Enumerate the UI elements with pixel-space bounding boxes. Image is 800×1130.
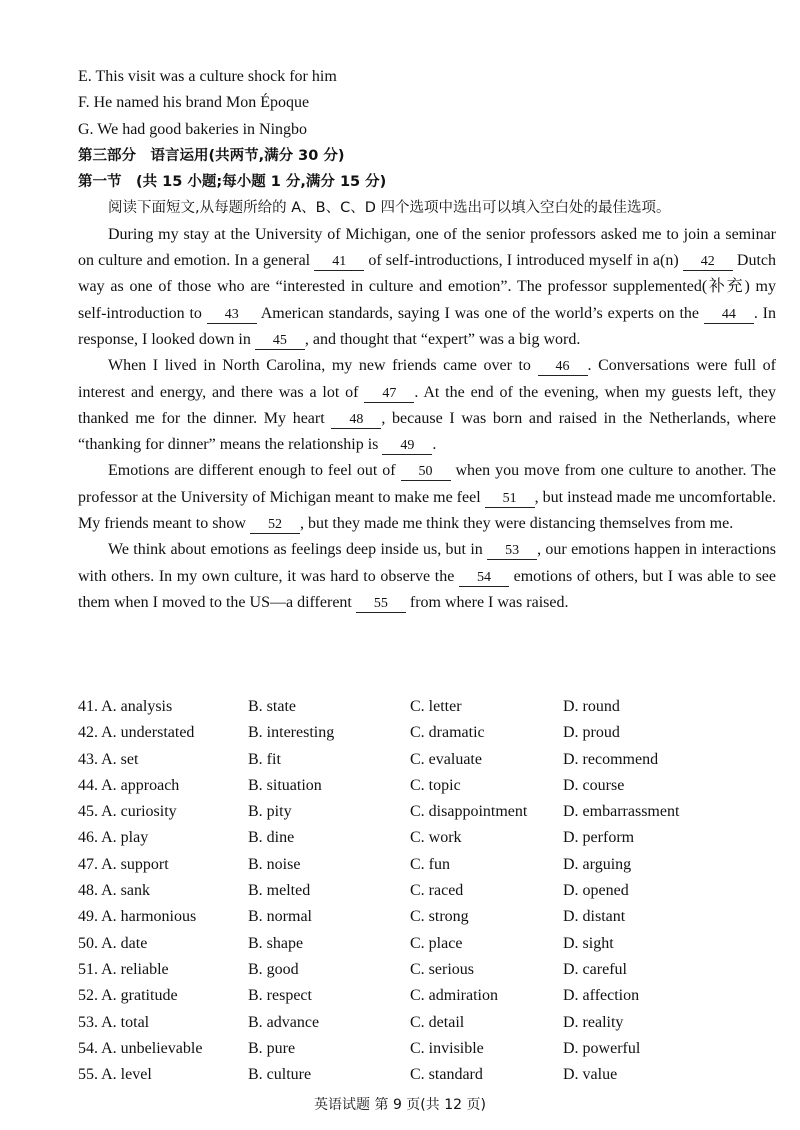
choice-a: 49. A. harmonious — [78, 908, 197, 926]
choice-a: 54. A. unbelievable — [78, 1039, 203, 1057]
choice-c: C. admiration — [410, 987, 498, 1005]
answer-blank: 48 — [331, 412, 381, 429]
choice-c: C. detail — [410, 1013, 465, 1031]
answer-blank: 51 — [485, 491, 535, 508]
answer-blank: 54 — [459, 570, 509, 587]
answer-blank: 55 — [356, 596, 406, 613]
choice-b: B. melted — [248, 882, 311, 900]
choice-a: 41. A. analysis — [78, 698, 173, 715]
choice-b: B. normal — [248, 908, 312, 926]
choice-b: B. advance — [248, 1013, 320, 1031]
passage-text: When I lived in North Carolina, my new friends came over to — [108, 357, 538, 375]
answer-blank: 52 — [250, 517, 300, 534]
passage-text: . — [432, 436, 437, 454]
passage-text: American standards, saying I was one of the world’s experts on the — [256, 304, 704, 322]
choice-d: D. affection — [563, 987, 640, 1005]
answer-blank: 47 — [364, 386, 414, 403]
answer-blank: 53 — [487, 543, 537, 560]
section-heading: 第一节 (共 15 小题;每小题 1 分,满分 15 分) — [78, 174, 387, 191]
passage-text: when you move from one culture to another. The professor at the University of Michigan meant to make me feel — [78, 462, 777, 506]
choice-a: 47. A. support — [78, 855, 169, 873]
choice-c: C. place — [410, 934, 463, 952]
passage-text: , and thought that “expert” was a big word. — [304, 330, 581, 348]
choice-d: D. course — [563, 776, 625, 794]
passage-text: from where I was raised. — [405, 593, 569, 611]
choice-b: B. dine — [248, 829, 295, 847]
passage-text: , our emotions happen in interactions with others. In my own culture, it was hard to observe the — [78, 541, 777, 585]
choice-c: C. disappointment — [410, 803, 528, 821]
choice-a: 43. A. set — [78, 750, 139, 768]
passage-text: Emotions are different enough to feel out of — [108, 462, 401, 480]
answer-blank: 41 — [314, 254, 364, 271]
choice-b: B. situation — [248, 776, 322, 794]
answer-blank: 46 — [538, 359, 588, 376]
choice-d: D. reality — [563, 1013, 624, 1031]
passage-text: , but they made me think they were distancing themselves from me. — [299, 515, 734, 533]
answer-blank: 50 — [401, 464, 451, 481]
answer-blank: 43 — [207, 307, 257, 324]
choice-d: D. recommend — [563, 750, 659, 768]
passage-text: We think about emotions as feelings deep inside us, but in — [108, 541, 488, 559]
choice-c: C. dramatic — [410, 724, 485, 742]
choice-c: C. evaluate — [410, 750, 482, 768]
choice-b: B. interesting — [248, 724, 335, 742]
choice-d: D. arguing — [563, 855, 632, 873]
choice-b: B. pity — [248, 803, 292, 821]
choice-d: D. proud — [563, 724, 620, 742]
part-heading: 第三部分 语言运用(共两节,满分 30 分) — [78, 147, 345, 164]
choice-d: D. round — [563, 698, 620, 715]
choice-c: C. strong — [410, 908, 469, 926]
passage-text: . At the end of the evening, when my guests left, they thanked me for the dinner. My heart — [78, 383, 776, 427]
choice-b: B. state — [248, 698, 296, 715]
choice-b: B. noise — [248, 855, 301, 873]
passage-text: , because I was born and raised in the Netherlands, where “thanking for dinner” means the relationship is — [78, 409, 777, 454]
choice-a: 53. A. total — [78, 1013, 150, 1031]
instructions: 阅读下面短文,从每题所给的 A、B、C、D 四个选项中选出可以填入空白处的最佳选项。 — [108, 200, 671, 217]
choice-b: B. shape — [248, 934, 304, 952]
choice-a: 44. A. approach — [78, 776, 180, 794]
choice-d: D. value — [563, 1066, 618, 1084]
choice-b: B. respect — [248, 987, 312, 1005]
passage-paragraph — [78, 353, 776, 458]
passage-text: . Conversations were full of interest and energy, and there was a lot of — [78, 357, 776, 401]
passage-paragraph — [78, 458, 776, 537]
choice-a: 51. A. reliable — [78, 960, 169, 978]
answer-blank: 42 — [683, 254, 733, 271]
page-footer: 英语试题 第 9 页(共 12 页) — [314, 1097, 486, 1113]
passage-paragraph — [78, 222, 776, 353]
choice-a: 52. A. gratitude — [78, 987, 178, 1005]
option-g: G. We had good bakeries in Ningbo — [78, 120, 308, 138]
passage-text: Dutch way as one of those who are “interested in culture and emotion”. The professor supplemented(补充) my self-introduction to — [78, 252, 777, 322]
choice-c: C. topic — [410, 776, 461, 794]
choice-d: D. careful — [563, 960, 627, 978]
choice-c: C. fun — [410, 855, 450, 873]
choice-c: C. serious — [410, 960, 474, 978]
answer-blank: 49 — [382, 438, 432, 455]
choice-a: 48. A. sank — [78, 882, 150, 900]
choice-d: D. distant — [563, 908, 626, 926]
option-f: F. He named his brand Mon Époque — [78, 94, 310, 112]
choice-a: 42. A. understated — [78, 724, 195, 742]
choice-a: 46. A. play — [78, 829, 149, 847]
choice-a: 45. A. curiosity — [78, 803, 177, 821]
choice-c: C. raced — [410, 882, 464, 900]
answer-blank: 44 — [704, 307, 754, 324]
passage — [78, 222, 776, 616]
choice-d: D. powerful — [563, 1039, 641, 1057]
choice-b: B. pure — [248, 1039, 296, 1057]
passage-text: , but instead made me uncomfortable. My friends meant to show — [78, 488, 776, 533]
choice-b: B. culture — [248, 1066, 312, 1084]
option-e: E. This visit was a culture shock for him — [78, 68, 337, 85]
choice-d: D. sight — [563, 934, 614, 952]
choice-c: C. work — [410, 829, 462, 847]
passage-paragraph — [78, 537, 776, 616]
passage-text: During my stay at the University of Michigan, one of the senior professors asked me to join a seminar on culture and emotion. In a general — [78, 225, 776, 270]
choice-d: D. perform — [563, 829, 635, 847]
choice-c: C. invisible — [410, 1039, 484, 1057]
choice-c: C. letter — [410, 698, 462, 715]
choice-d: D. opened — [563, 882, 629, 900]
answer-blank: 45 — [255, 333, 305, 350]
choice-d: D. embarrassment — [563, 803, 680, 821]
passage-text: . In response, I looked down in — [78, 304, 776, 348]
choice-b: B. fit — [248, 750, 281, 768]
choice-b: B. good — [248, 960, 299, 978]
choice-c: C. standard — [410, 1066, 483, 1084]
passage-text: emotions of others, but I was able to see them when I moved to the US—a different — [78, 567, 776, 611]
choice-a: 55. A. level — [78, 1066, 152, 1084]
choice-a: 50. A. date — [78, 934, 148, 952]
passage-text: of self-introductions, I introduced myself in a(n) — [364, 252, 683, 270]
exam-page — [78, 64, 776, 616]
